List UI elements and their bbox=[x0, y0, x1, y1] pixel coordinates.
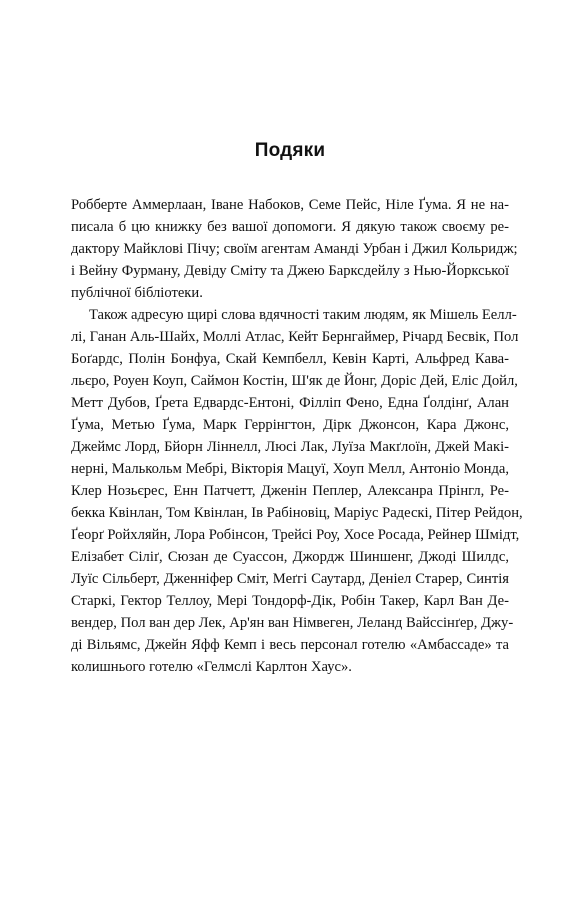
text-line: Також адресую щирі слова вдячності таким людям, як Мішель Еелл- bbox=[89, 307, 517, 323]
text-line: писала б цю книжку без вашої допомоги. Я дякую також своєму ре- bbox=[71, 219, 509, 235]
page-title: Подяки bbox=[254, 140, 326, 161]
text-line: бекка Квінлан, Том Квінлан, Ів Рабіновіц, Маріус Радескі, Пітер Рейдон, bbox=[71, 505, 523, 521]
text-line: Джеймс Лорд, Бйорн Ліннелл, Люсі Лак, Луїза Макґлоїн, Джей Макі- bbox=[71, 439, 509, 455]
text-line: нерні, Малькольм Мебрі, Вікторія Мацуї, Хоуп Мелл, Антоніо Монда, bbox=[71, 461, 509, 477]
text-line: Робберте Аммерлаан, Іване Набоков, Семе Пейс, Ніле Ґума. Я не на- bbox=[71, 197, 509, 213]
text-line: і Вейну Фурману, Девіду Сміту та Джею Барксдейлу з Нью-Йоркської bbox=[71, 263, 509, 279]
text-line: Старкі, Гектор Теллоу, Мері Тондорф-Дік, Робін Такер, Карл Ван Де- bbox=[71, 593, 509, 609]
text-line: лі, Ганан Аль-Шайх, Моллі Атлас, Кейт Бернгаймер, Річард Бесвік, Пол bbox=[71, 329, 519, 345]
paragraph-1 bbox=[71, 194, 518, 304]
text-line: дактору Майклові Пічу; своїм агентам Аманді Урбан і Джил Кольридж; bbox=[71, 241, 518, 257]
text-line: ді Вільямс, Джейн Яфф Кемп і весь персонал готелю «Амбассаде» та bbox=[71, 637, 509, 653]
text-line: Луїс Сільберт, Дженніфер Сміт, Меґгі Саутард, Деніел Старер, Синтія bbox=[71, 571, 509, 587]
text-line: публічної бібліотеки. bbox=[71, 285, 203, 301]
text-line: Метт Дубов, Ґрета Едвардс-Ентоні, Філліп Фено, Една Ґолдінґ, Алан bbox=[71, 395, 509, 411]
text-line: Клер Нозьєрес, Енн Патчетт, Дженін Пеплер, Алексанра Прінгл, Ре- bbox=[71, 483, 509, 499]
document-page bbox=[71, 140, 523, 678]
text-line: вендер, Пол ван дер Лек, Ар'ян ван Німвеген, Леланд Вайссінґер, Джу- bbox=[71, 615, 514, 631]
text-line: колишнього готелю «Гелмслі Карлтон Хаус». bbox=[71, 659, 352, 675]
text-line: Ґеорґ Ройхляйн, Лора Робінсон, Трейсі Роу, Хосе Росада, Рейнер Шмідт, bbox=[71, 527, 520, 543]
text-line: Боґардс, Полін Бонфуа, Скай Кемпбелл, Кевін Карті, Альфред Кава- bbox=[71, 351, 509, 367]
text-line: Елізабет Сіліґ, Сюзан де Суассон, Джордж Шиншенг, Джоді Шилдс, bbox=[71, 549, 509, 565]
paragraph-2 bbox=[71, 304, 523, 678]
text-line: Ґума, Метью Ґума, Марк Геррінгтон, Дірк Джонсон, Кара Джонс, bbox=[71, 417, 509, 433]
text-line: льєро, Роуен Коуп, Саймон Костін, Ш'як де Йонг, Доріс Дей, Еліс Дойл, bbox=[71, 373, 518, 389]
